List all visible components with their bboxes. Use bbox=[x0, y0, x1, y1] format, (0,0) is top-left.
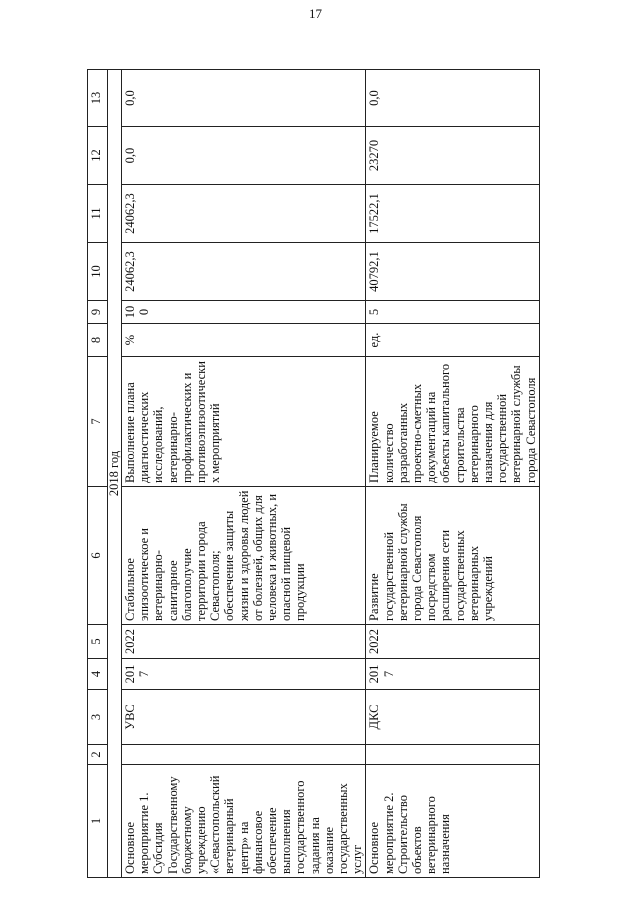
page-number: 17 bbox=[309, 6, 322, 21]
header-cell-11: 11 bbox=[88, 185, 108, 243]
amount-cell: 0,0 bbox=[366, 70, 540, 127]
value-cell: 5 bbox=[366, 301, 540, 324]
header-cell-2: 2 bbox=[88, 745, 108, 765]
measure-name-cell: Основное мероприятие 1. Субсидия Государственному бюджетному учреждению «Севастопольский ветеринарный центр» на финансовое обеспечение выполнения государственного задания на оказание государственных услуг bbox=[122, 765, 366, 878]
header-cell-1: 1 bbox=[88, 765, 108, 878]
col2-cell bbox=[366, 745, 540, 765]
header-cell-6: 6 bbox=[88, 487, 108, 625]
table-row bbox=[366, 70, 540, 878]
executor-cell: ДКС bbox=[366, 690, 540, 745]
indicator-cell: Выполнение плана диагностических исследований, ветеринарно-профилактических и противоэпизоотических мероприятий bbox=[122, 357, 366, 487]
start-year-cell: 2017 bbox=[122, 659, 366, 690]
header-cell-3: 3 bbox=[88, 690, 108, 745]
expected-result-cell: Стабильное эпизоотическое и ветеринарно-санитарное благополучие территории города Севастополя; обеспечение защиты жизни и здоровья людей от болезней, общих для человека и животных, и опасной пищевой продукции bbox=[122, 487, 366, 625]
header-cell-5: 5 bbox=[88, 625, 108, 659]
header-cell-9: 9 bbox=[88, 301, 108, 324]
header-cell-7: 7 bbox=[88, 357, 108, 487]
amount-cell: 0,0 bbox=[122, 70, 366, 127]
executor-cell: УВС bbox=[122, 690, 366, 745]
total-cell: 40792,1 bbox=[366, 243, 540, 301]
header-cell-10: 10 bbox=[88, 243, 108, 301]
start-year-cell: 2017 bbox=[366, 659, 540, 690]
unit-cell: % bbox=[122, 324, 366, 357]
rotated-table-container bbox=[87, 70, 538, 878]
header-cell-13: 13 bbox=[88, 70, 108, 127]
expected-result-cell: Развитие государственной ветеринарной службы города Севастополя посредством расширения сети государственных ветеринарных учреждений bbox=[366, 487, 540, 625]
end-year-cell: 2022 bbox=[366, 625, 540, 659]
total-cell: 24062,3 bbox=[122, 243, 366, 301]
year-cell: 2018 год bbox=[108, 70, 122, 878]
unit-cell: ед. bbox=[366, 324, 540, 357]
table-row bbox=[122, 70, 366, 878]
value-cell: 100 bbox=[122, 301, 366, 324]
header-cell-8: 8 bbox=[88, 324, 108, 357]
col2-cell bbox=[122, 745, 366, 765]
header-cell-12: 12 bbox=[88, 127, 108, 185]
header-cell-4: 4 bbox=[88, 659, 108, 690]
amount-cell: 24062,3 bbox=[122, 185, 366, 243]
budget-measures-table bbox=[87, 69, 540, 878]
year-row bbox=[108, 70, 122, 878]
amount-cell: 17522,1 bbox=[366, 185, 540, 243]
amount-cell: 0,0 bbox=[122, 127, 366, 185]
measure-name-cell: Основное мероприятие 2. Строительство объектов ветеринарного назначения bbox=[366, 765, 540, 878]
header-row bbox=[88, 70, 108, 878]
end-year-cell: 2022 bbox=[122, 625, 366, 659]
indicator-cell: Планируемое количество разработанных проектно-сметных документаций на объекты капитального строительства ветеринарного назначения для государственной ветеринарной службы города Севастополя bbox=[366, 357, 540, 487]
amount-cell: 23270 bbox=[366, 127, 540, 185]
